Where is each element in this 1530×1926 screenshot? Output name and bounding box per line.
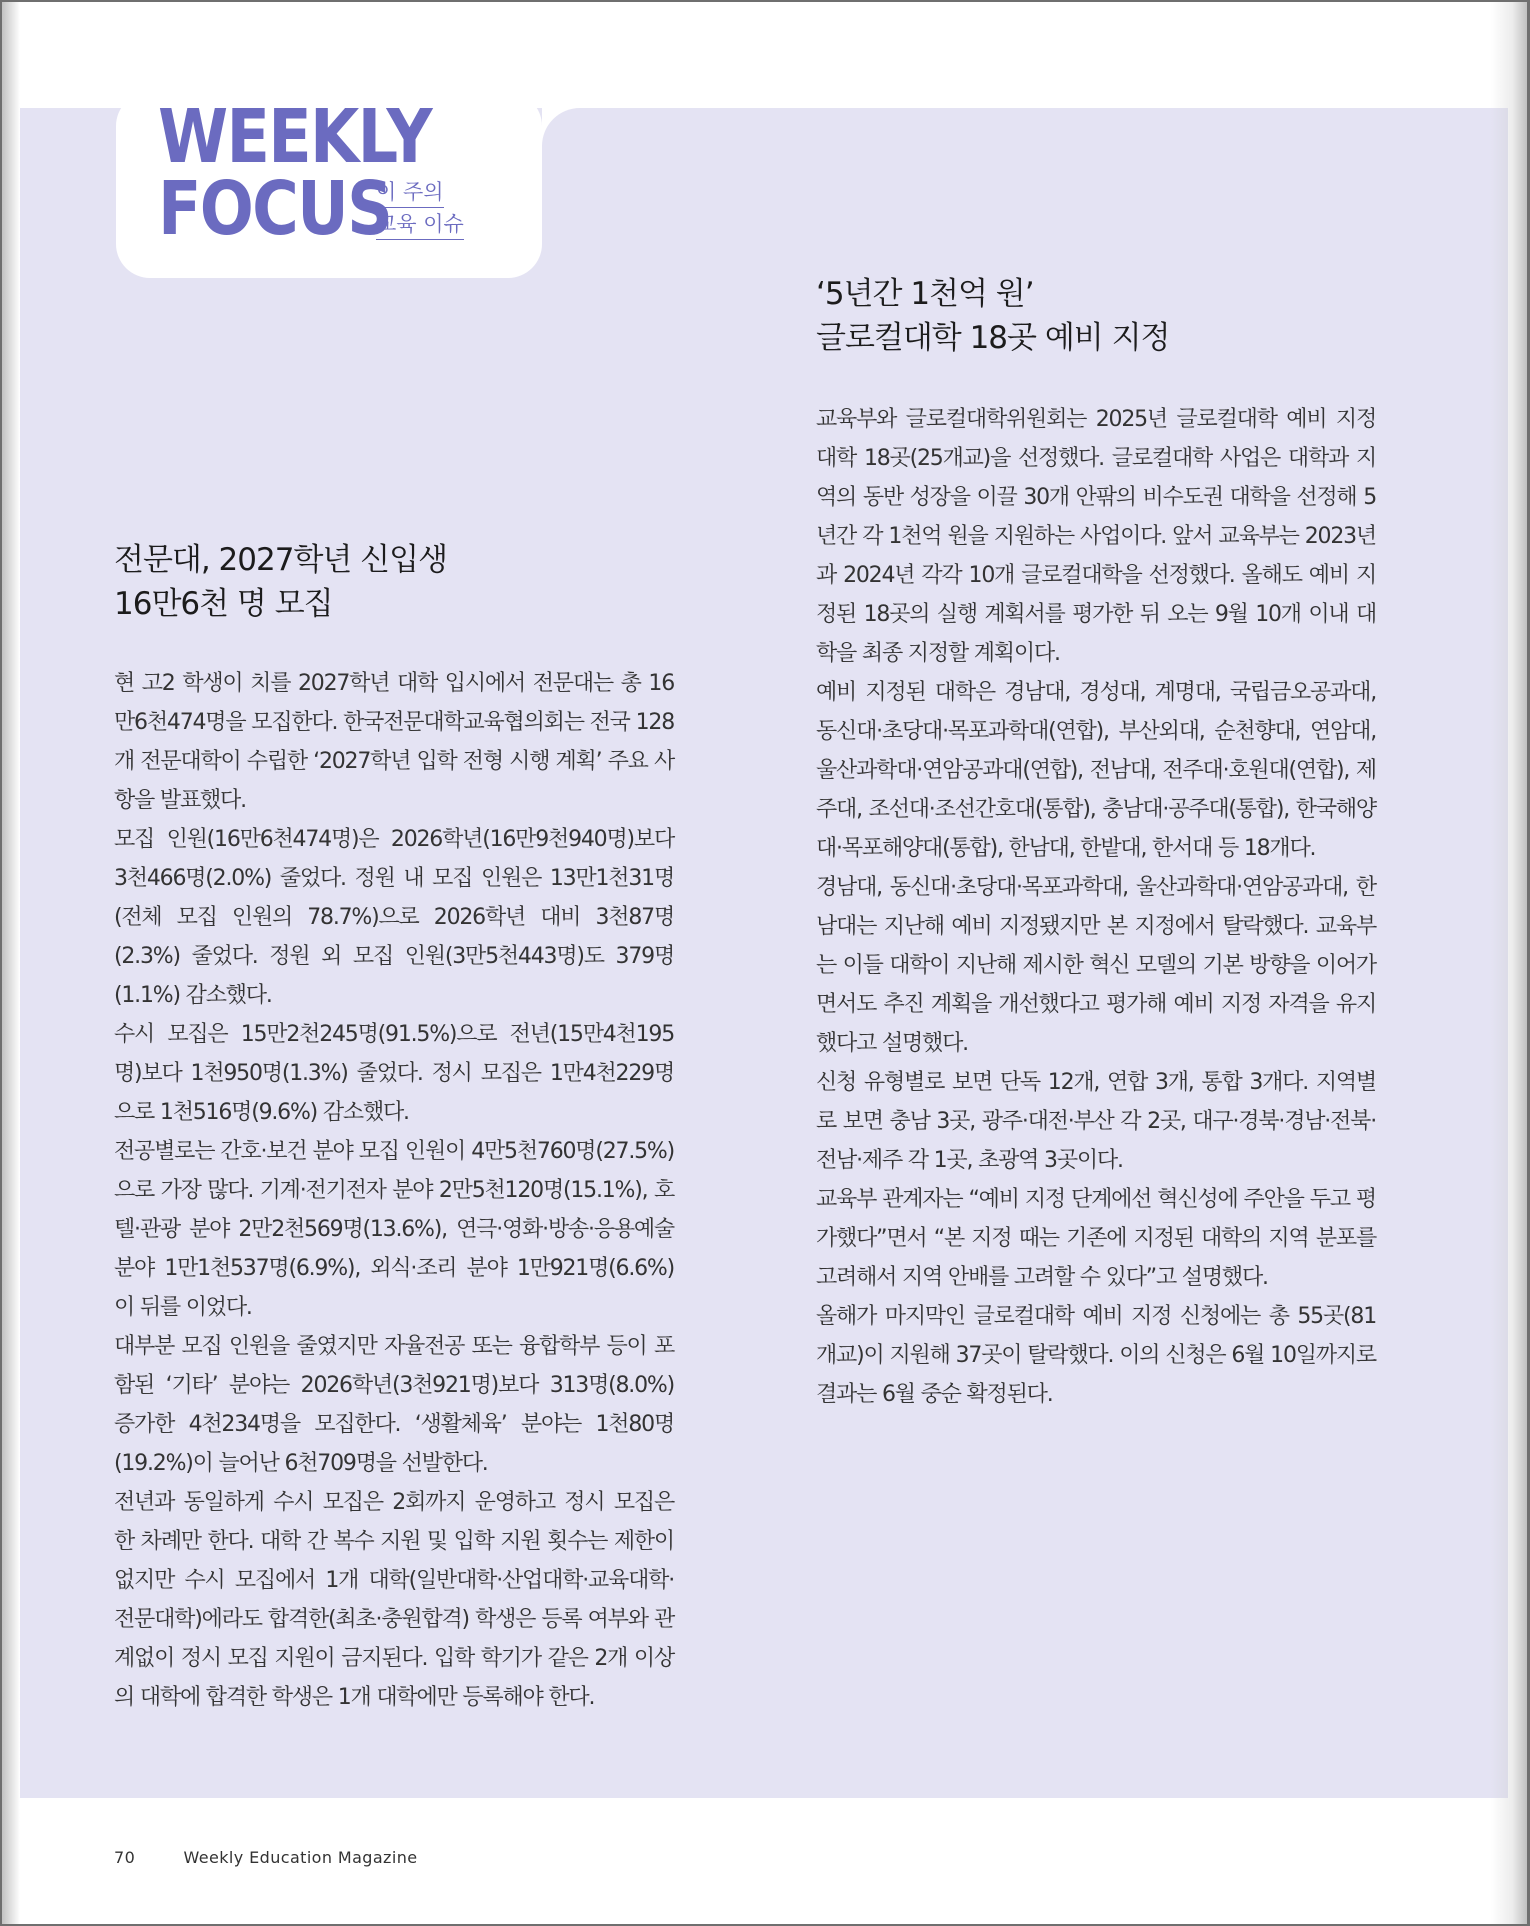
section-subtitle: [376, 178, 464, 242]
logo-weekly: WEEKLY: [158, 94, 431, 180]
article-paragraph: 신청 유형별로 보면 단독 12개, 연합 3개, 통합 3개다. 지역별로 보면 충남 3곳, 광주·대전·부산 각 2곳, 대구·경북·경남·전북·전남·제주 각 1곳, 초광역 3곳이다.: [816, 1070, 1376, 1173]
article-paragraph: 대부분 모집 인원을 줄였지만 자율전공 또는 융합학부 등이 포함된 ‘기타’ 분야는 2026학년(3천921명)보다 313명(8.0%) 증가한 4천234명을 모집한다. ‘생활체육’ 분야는 1천80명(19.2%)이 늘어난 6천709명을 선발한다.: [114, 1334, 674, 1476]
article-paragraph: 예비 지정된 대학은 경남대, 경성대, 계명대, 국립금오공과대, 동신대·초당대·목포과학대(연합), 부산외대, 순천향대, 연암대, 울산과학대·연암공과대(연합), 전남대, 전주대·호원대(연합), 제주대, 조선대·조선간호대(통합), 충남대·공주대(통합), 한국해양대·목포해양대(통합), 한남대, 한밭대, 한서대 등 18개다.: [816, 680, 1376, 861]
article-body: [816, 400, 1376, 1414]
article-title: [816, 272, 1376, 360]
article-paragraph: 경남대, 동신대·초당대·목포과학대, 울산과학대·연암공과대, 한남대는 지난해 예비 지정됐지만 본 지정에서 탈락했다. 교육부는 이들 대학이 지난해 제시한 혁신 모델의 기본 방향을 이어가면서도 추진 계획을 개선했다고 평가해 예비 지정 자격을 유지했다고 설명했다.: [816, 875, 1376, 1056]
article-title-line-2: 글로컬대학 18곳 예비 지정: [816, 320, 1170, 356]
article-junior-college: [114, 538, 674, 1717]
article-title-line-1: ‘5년간 1천억 원’: [816, 276, 1034, 312]
article-title-line-1: 전문대, 2027학년 신입생: [114, 542, 448, 578]
article-paragraph: 올해가 마지막인 글로컬대학 예비 지정 신청에는 총 55곳(81개교)이 지원해 37곳이 탈락했다. 이의 신청은 6월 10일까지로 결과는 6월 중순 확정된다.: [816, 1304, 1376, 1407]
article-paragraph: 모집 인원(16만6천474명)은 2026학년(16만9천940명)보다 3천466명(2.0%) 줄었다. 정원 내 모집 인원은 13만1천31명(전체 모집 인원의 78.7%)으로 2026학년 대비 3천87명(2.3%) 줄었다. 정원 외 모집 인원(3만5천443명)도 379명(1.1%) 감소했다.: [114, 827, 674, 1008]
article-title-line-2: 16만6천 명 모집: [114, 586, 333, 622]
article-paragraph: 전년과 동일하게 수시 모집은 2회까지 운영하고 정시 모집은 한 차례만 한다. 대학 간 복수 지원 및 입학 지원 횟수는 제한이 없지만 수시 모집에서 1개 대학(일반대학·산업대학·교육대학·전문대학)에라도 합격한(최초·충원합격) 학생은 등록 여부와 관계없이 정시 모집 지원이 금지된다. 입학 학기가 같은 2개 이상의 대학에 합격한 학생은 1개 대학에만 등록해야 한다.: [114, 1490, 674, 1710]
article-paragraph: 교육부 관계자는 “예비 지정 단계에선 혁신성에 주안을 두고 평가했다”면서 “본 지정 때는 기존에 지정된 대학의 지역 분포를 고려해서 지역 안배를 고려할 수 있다”고 설명했다.: [816, 1187, 1376, 1290]
article-paragraph: 교육부와 글로컬대학위원회는 2025년 글로컬대학 예비 지정 대학 18곳(25개교)을 선정했다. 글로컬대학 사업은 대학과 지역의 동반 성장을 이끌 30개 안팎의 비수도권 대학을 선정해 5년간 각 1천억 원을 지원하는 사업이다. 앞서 교육부는 2023년과 2024년 각각 10개 글로컬대학을 선정했다. 올해도 예비 지정된 18곳의 실행 계획서를 평가한 뒤 오는 9월 10개 이내 대학을 최종 지정할 계획이다.: [816, 407, 1376, 666]
logo-focus: FOCUS: [158, 166, 392, 252]
page-number: 70: [114, 1848, 136, 1867]
page-footer: [114, 1848, 417, 1867]
subtitle-line-2: 교육 이슈: [376, 210, 464, 240]
article-glocal-university: [816, 272, 1376, 1414]
article-paragraph: 수시 모집은 15만2천245명(91.5%)으로 전년(15만4천195명)보다 1천950명(1.3%) 줄었다. 정시 모집은 1만4천229명으로 1천516명(9.6%) 감소했다.: [114, 1022, 674, 1125]
article-paragraph: 현 고2 학생이 치를 2027학년 대학 입시에서 전문대는 총 16만6천474명을 모집한다. 한국전문대학교육협의회는 전국 128개 전문대학이 수립한 ‘2027학년 입학 전형 시행 계획’ 주요 사항을 발표했다.: [114, 671, 674, 813]
article-title: [114, 538, 674, 626]
article-body: [114, 664, 674, 1717]
binding-shadow: [2, 2, 20, 1926]
magazine-name: Weekly Education Magazine: [183, 1848, 418, 1867]
subtitle-line-1: 이 주의: [376, 178, 444, 208]
article-paragraph: 전공별로는 간호·보건 분야 모집 인원이 4만5천760명(27.5%)으로 가장 많다. 기계·전기전자 분야 2만5천120명(15.1%), 호텔·관광 분야 2만2천569명(13.6%), 연극·영화·방송·응용예술 분야 1만1천537명(6.9%), 외식·조리 분야 1만921명(6.6%)이 뒤를 이었다.: [114, 1139, 674, 1320]
